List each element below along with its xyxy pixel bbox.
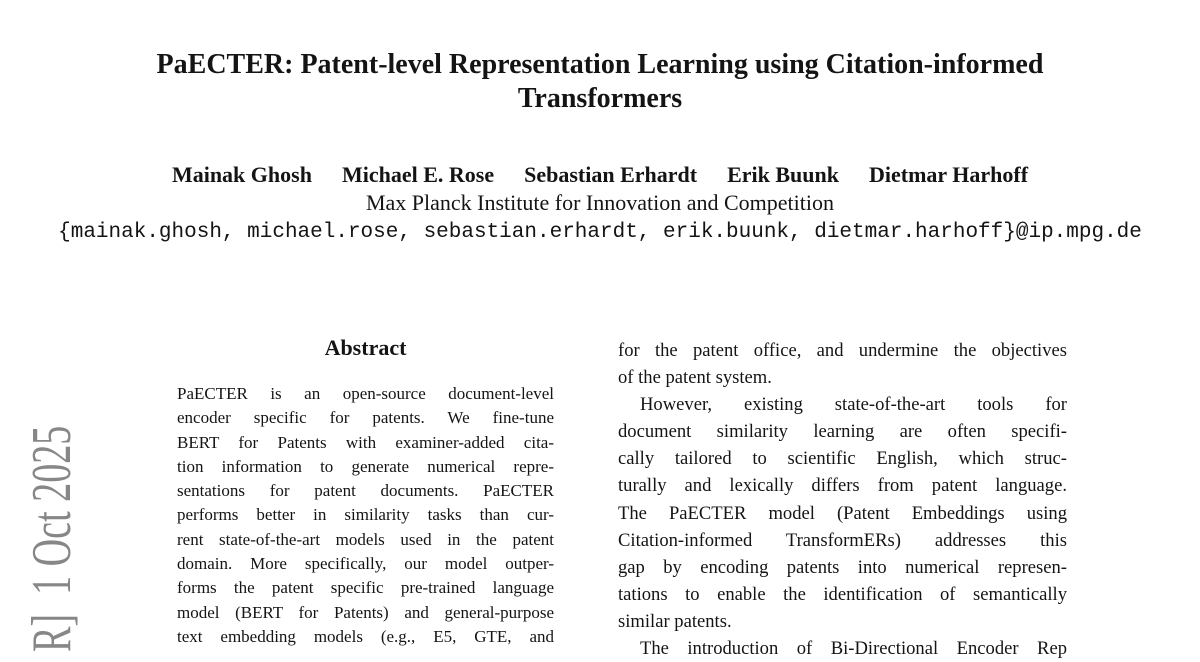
body-line: cally tailored to scientific English, which struc- (618, 448, 1067, 470)
abstract-heading: Abstract (324, 335, 407, 360)
abstract-line: PaECTER is an open-source document-level (177, 384, 554, 403)
abstract-line: BERT for Patents with examiner-added cita- (177, 432, 554, 452)
abstract-line: sentations for patent documents. PaECTER (177, 481, 554, 501)
affiliation: Max Planck Institute for Innovation and Competition (365, 190, 835, 215)
body-column (618, 337, 1067, 662)
author-name: Mainak Ghosh (171, 162, 312, 187)
abstract-line: text embedding models (e.g., E5, GTE, and (177, 626, 554, 646)
author-name: Michael E. Rose (341, 162, 495, 187)
author-name: Sebastian Erhardt (524, 162, 698, 187)
author-emails: {mainak.ghosh, michael.rose, sebastian.erhardt, erik.buunk, dietmar.harhoff}@ip.mpg.de (58, 221, 1142, 244)
abstract-body (177, 382, 554, 649)
body-line: gap by encoding patents into numerical represen- (618, 556, 1067, 578)
abstract-line: performs better in similarity tasks than cur- (177, 505, 554, 525)
paper-title (0, 48, 1200, 116)
arxiv-watermark: R] 1 Oct 2025 (21, 425, 83, 652)
abstract-line: model (BERT for Patents) and general-purpose (177, 602, 554, 622)
body-line: tations to enable the identification of semantically (618, 583, 1067, 605)
body-line: The PaECTER model (Patent Embeddings using (618, 502, 1067, 524)
body-line: However, existing state-of-the-art tools for (640, 394, 1067, 416)
abstract-line: forms the patent specific pre-trained language (177, 578, 554, 598)
title-line-2: Transformers (517, 83, 683, 114)
body-line: document similarity learning are often specifi- (618, 421, 1067, 443)
author-list (0, 162, 1200, 187)
author-name: Erik Buunk (727, 162, 839, 187)
body-line: Citation-informed TransformERs) addresses this (618, 529, 1067, 551)
abstract-line: encoder specific for patents. We fine-tune (177, 408, 554, 428)
body-line: of the patent system. (618, 367, 772, 389)
body-line: similar patents. (618, 610, 732, 632)
abstract-line: tion information to generate numerical repre- (177, 456, 554, 476)
abstract-line: domain. More specifically, our model outper- (177, 554, 554, 574)
author-name: Dietmar Harhoff (868, 162, 1029, 187)
body-line: for the patent office, and undermine the objectives (618, 340, 1067, 361)
body-line: The introduction of Bi-Directional Encoder Rep (640, 638, 1067, 660)
abstract-line: rent state-of-the-art models used in the patent (177, 529, 554, 549)
body-line: turally and lexically differs from patent language. (618, 475, 1067, 497)
title-line-1: PaECTER: Patent-level Representation Learning using Citation-informed (156, 49, 1044, 80)
